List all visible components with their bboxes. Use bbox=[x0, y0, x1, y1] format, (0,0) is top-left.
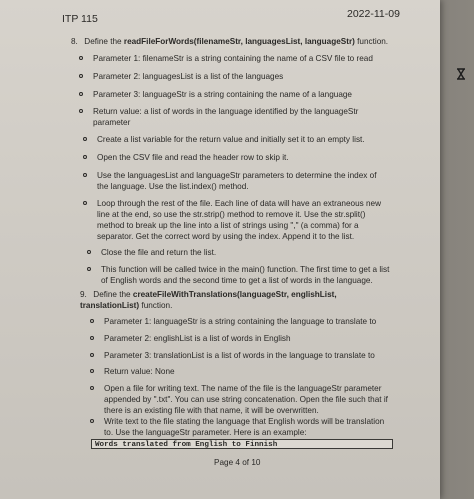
bullet-icon bbox=[79, 74, 83, 78]
bullet-icon bbox=[83, 173, 87, 177]
item-8-bullet: Use the languagesList and languageStr parameters to determine the index of the language. Use the list.index() method. bbox=[97, 170, 387, 192]
bullet-icon bbox=[90, 336, 94, 340]
item-9-bullet: Open a file for writing text. The name of the file is the languageStr parameter appended by ".txt". You can use string concatenation. Open the file such that if there is an existing file with that name, it will be overwritten. bbox=[104, 383, 394, 416]
item-9-intro-prefix: Define the bbox=[93, 290, 133, 299]
item-9-bullet: Parameter 1: languageStr is a string containing the language to translate to bbox=[104, 316, 404, 327]
item-8-heading bbox=[71, 36, 431, 47]
item-9-intro-suffix: function. bbox=[139, 301, 173, 310]
page-number: Page 4 of 10 bbox=[214, 458, 261, 467]
bullet-icon bbox=[87, 250, 91, 254]
item-9-bullet: Parameter 3: translationList is a list of words in the language to translate to bbox=[104, 350, 404, 361]
item-8-bullet: Return value: a list of words in the language identified by the languageStr parameter bbox=[93, 106, 383, 128]
bullet-icon bbox=[79, 92, 83, 96]
date-label: 2022-11-09 bbox=[347, 8, 400, 20]
item-8-bullet: Close the file and return the list. bbox=[101, 247, 396, 258]
bullet-icon bbox=[90, 353, 94, 357]
item-9-heading bbox=[80, 289, 380, 311]
bullet-icon bbox=[79, 56, 83, 60]
bullet-icon bbox=[83, 201, 87, 205]
item-8-bullet: Create a list variable for the return value and initially set it to an empty list. bbox=[97, 134, 397, 145]
bullet-icon bbox=[90, 319, 94, 323]
item-8-bullet: Parameter 3: languageStr is a string containing the name of a language bbox=[93, 89, 393, 100]
bullet-icon bbox=[87, 267, 91, 271]
item-8-bullet: This function will be called twice in the main() function. The first time to get a list of English words and the second time to get a list of words in the language. bbox=[101, 264, 396, 286]
bullet-icon bbox=[79, 109, 83, 113]
item-9-function-signature: createFileWithTranslations(languageStr, englishList, translationList) bbox=[80, 290, 337, 310]
item-9-bullet: Write text to the file stating the language that English words will be translation to. Use the languageStr parameter. Here is an example: bbox=[104, 416, 394, 438]
item-9-bullet: Parameter 2: englishList is a list of words in English bbox=[104, 333, 404, 344]
example-code-box: Words translated from English to Finnish bbox=[91, 439, 393, 449]
item-8-function-signature: readFileForWords(filenameStr, languagesList, languageStr) bbox=[123, 37, 355, 46]
item-8-bullet: Loop through the rest of the file. Each line of data will have an extraneous new line at the end, so use the str.strip() method to remove it. Use the str.split() method to break up the line into a list of strings using "," (a comma) for a separator. Get the correct word by using the index. Append it to the list. bbox=[97, 198, 392, 242]
bullet-icon bbox=[90, 369, 94, 373]
item-9-bullet: Return value: None bbox=[104, 366, 404, 377]
bullet-icon bbox=[90, 419, 94, 423]
item-8-intro-prefix: Define the bbox=[84, 37, 124, 46]
item-8-bullet: Open the CSV file and read the header row to skip it. bbox=[97, 152, 397, 163]
hourglass-icon bbox=[456, 68, 466, 83]
item-9-number: 9. bbox=[80, 290, 87, 299]
bullet-icon bbox=[90, 386, 94, 390]
item-8-number: 8. bbox=[71, 37, 78, 46]
bullet-icon bbox=[83, 155, 87, 159]
item-8-bullet: Parameter 2: languagesList is a list of the languages bbox=[93, 71, 393, 82]
item-8-bullet: Parameter 1: filenameStr is a string containing the name of a CSV file to read bbox=[93, 53, 393, 64]
course-label: ITP 115 bbox=[62, 13, 98, 25]
item-8-intro-suffix: function. bbox=[354, 37, 389, 46]
bullet-icon bbox=[83, 137, 87, 141]
